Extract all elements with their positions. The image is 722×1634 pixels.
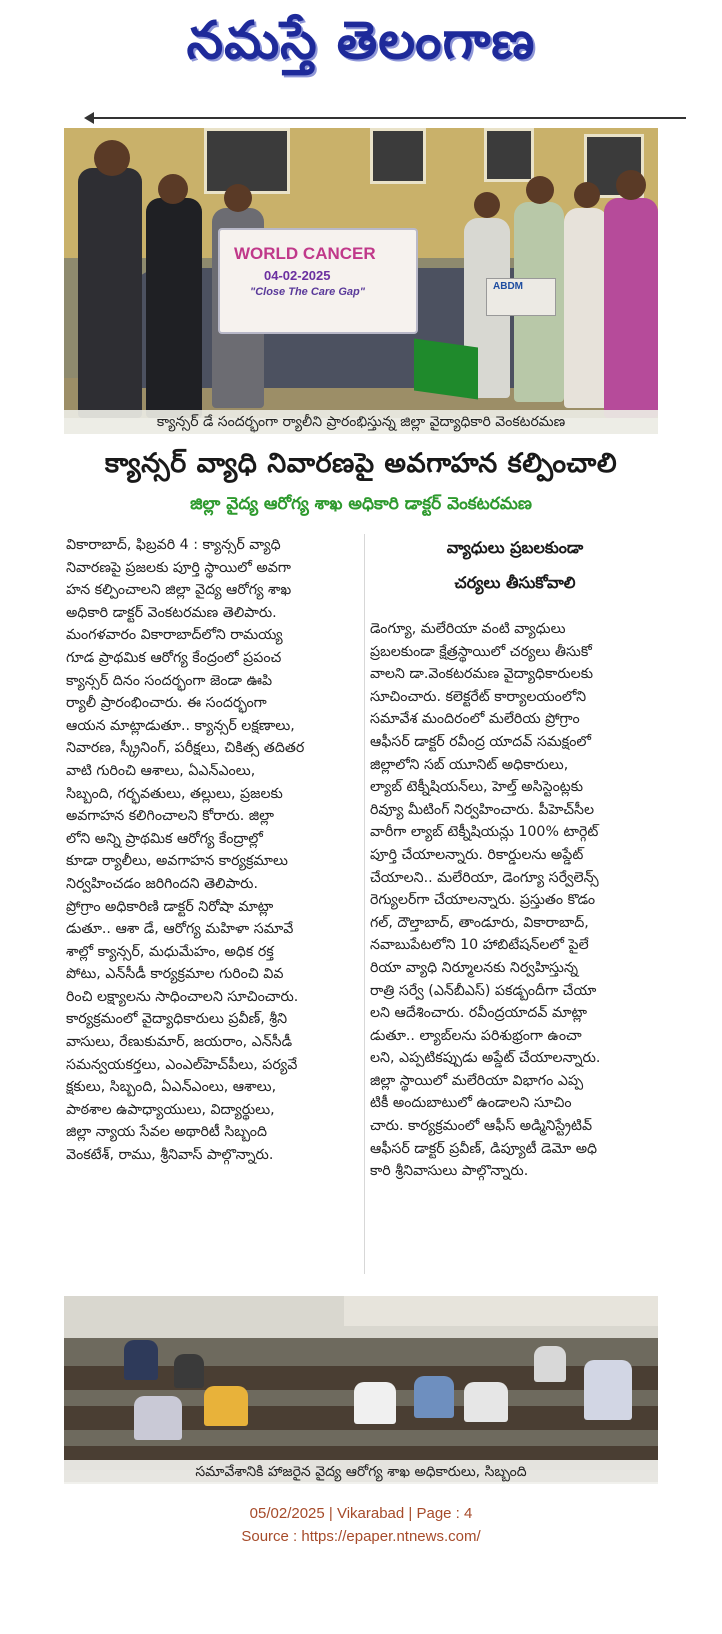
masthead [0,0,722,96]
article-text-line: లని ఆదేశించారు. రవీంద్రయాదవ్ మాట్లా [370,1005,588,1022]
article-text-line: వాసులు, రేణుకుమార్, జయరాం, ఎన్‌సీడీ [66,1034,293,1051]
article-text-line: పోటు, ఎన్‌సీడీ కార్యక్రమాల గురించి వివ [66,966,284,983]
article-text-line: నివారణపై ప్రజలకు పూర్తి స్థాయిలో అవగా [66,559,291,576]
article-text-line: వెంకటేశ్, రాము, శ్రీనివాస్ పాల్గొన్నారు. [66,1147,274,1164]
article-text-line: వికారాబాద్, ఫిబ్రవరి 4 : క్యాన్సర్ వ్యాధి [66,537,281,553]
article-text-line: నవాబుపేటలోని 10 హాబిటేషన్‌లలో పైలే [370,937,589,954]
article-text-line: రించి లక్ష్యాలను సాధించాలని సూచించారు. [66,988,299,1005]
article-text-line: ఆఫీసర్ డాక్టర్ రవీంద్ర యాదవ్ సమక్షంలో [370,733,591,750]
article-text-line: ర్యాలీ ప్రారంభించారు. ఈ సందర్భంగా [66,695,267,712]
article-text-line: శాల్లో క్యాన్సర్, మధుమేహం, అధిక రక్త [66,943,274,960]
article-text-line: హన కల్పించాలని జిల్లా వైద్య ఆరోగ్య శాఖ [66,582,292,599]
article-text-line: మంగళవారం వికారాబాద్‌లోని రామయ్య [66,627,283,644]
article-text-line: డెంగ్యూ, మలేరియా వంటి వ్యాధులు [370,621,566,637]
banner-date: 04-02-2025 [264,268,331,283]
article-text-line: జిల్లా న్యాయ సేవల అథారిటీ సిబ్బంది [66,1124,267,1141]
photo-caption-top: క్యాన్సర్ డే సందర్భంగా ర్యాలీని ప్రారంభిస్తున్న జిల్లా వైద్యాధికారి వెంకటరమణ [64,410,658,434]
article-text-line: గల్, దౌల్తాబాద్, తాండూరు, వికారాబాద్, [370,914,589,931]
article-text-line: చేయాలని.. మలేరియా, డెంగ్యూ సర్వేలెన్స్ [370,869,599,886]
article-text-line: అవగాహన కలిగించాలని కోరారు. జిల్లా [66,808,275,825]
article-text-line: ల్యాబ్ టెక్నీషియన్‌లు, హెల్త్ అసిస్టెంట్లకు [370,779,584,796]
article-headline: క్యాన్సర్ వ్యాధి నివారణపై అవగాహన కల్పించాలి [104,448,618,479]
article-text-line: రాత్రి సర్వే (ఎన్‌బీఎస్) పకడ్బందీగా చేయా [370,982,597,999]
article-text-line: ప్రోగ్రాం అధికారిణి డాక్టర్ నిరోషా మాట్లా [66,898,274,915]
article-text-line: జిల్లాలోని సబ్ యూనిట్ అధికారులు, [370,756,569,773]
article-text-line: రియా వ్యాధి నిర్మూలనకు నిర్వహిస్తున్న [370,959,579,976]
meeting-photo [64,1296,658,1482]
article-text-line: వాలని డా.వెంకటరమణ వైద్యాధికారులకు [370,666,594,683]
article-text-line: కూడా ర్యాలీలు, అవగాహన కార్యక్రమాలు [66,853,288,870]
article-text-line: అధికారి డాక్టర్ వెంకటరమణ తెలిపారు. [66,604,277,621]
article-text-line: జిల్లా స్థాయిలో మలేరియా విభాగం ఎప్ప [370,1072,584,1089]
footer-date-edition: 05/02/2025 | Vikarabad | Page : 4 [249,1505,473,1522]
article-text-line: నిర్వహించడం జరిగిందని తెలిపారు. [66,875,258,892]
newspaper-logo: నమస్తే తెలంగాణ [186,10,536,71]
article-text-line: సిబ్బంది, గర్భవతులు, తల్లులు, ప్రజలకు [66,785,283,802]
sidebar-heading-line1: వ్యాధులు ప్రబలకుండా [446,538,584,557]
article-text-line: కార్యక్రమంలో వైద్యాధికారులు ప్రవీణ్, శ్రీని [66,1011,288,1028]
green-flag [414,339,478,400]
article-text-line: సమావేశ మందిరంలో మలేరియ ప్రోగ్రాం [370,711,580,728]
article-text-line: డుతూ.. ల్యాబ్‌లను పరిశుభ్రంగా ఉంచా [370,1027,582,1044]
banner-title: WORLD CANCER [234,244,376,263]
article-text-line: కారి శ్రీనివాసులు పాల్గొన్నారు. [370,1163,529,1180]
article-text-line: లోని అన్ని ప్రాథమిక ఆరోగ్య కేంద్రాల్లో [66,830,263,847]
article-text-line: డుతూ.. ఆశా డే, ఆరోగ్య మహిళా సమావే [66,921,294,938]
article-text-line: పాఠశాల ఉపాధ్యాయులు, విద్యార్థులు, [66,1101,275,1118]
banner-slogan: "Close The Care Gap" [250,286,365,298]
masthead-rule [84,112,686,124]
article-text-line: పూర్తి చేయాలన్నారు. రికార్డులను అప్డేట్ [370,846,584,863]
divider [92,117,686,119]
rally-banner [218,228,418,334]
article-text-line: క్యాన్సర్ దినం సందర్భంగా జెండా ఊపి [66,672,273,689]
article-text-line: ఆఫీసర్ డాక్టర్ ప్రవీణ్, డిప్యూటీ డెమో అధి [370,1140,598,1157]
article-text-line: టికీ అందుబాటులో ఉండాలని సూచిం [370,1095,572,1112]
article-body-right [370,618,660,1183]
article-text-line: ఆయన మాట్లాడుతూ.. క్యాన్సర్ లక్షణాలు, [66,717,295,734]
article-text-line: క్షకులు, సిబ్బంది, ఏఎన్‌ఎంలు, ఆశాలు, [66,1079,277,1096]
article-text-line: రెగ్యులర్‌గా చేయాలన్నారు. ప్రస్తుతం కొడం [370,892,596,909]
article-text-line: వాటి గురించి ఆశాలు, ఏఎన్‌ఎంలు, [66,762,256,779]
article-text-line: సమన్వయకర్తలు, ఎంఎల్‌హెచ్‌పీలు, పర్యవే [66,1056,298,1073]
photo-caption-bottom: సమావేశానికి హాజరైన వైద్య ఆరోగ్య శాఖ అధికారులు, సిబ్బంది [64,1460,658,1484]
article-text-line: సూచించారు. కలెక్టరేట్ కార్యాలయంలోని [370,688,587,705]
article-text-line: చారు. కార్యక్రమంలో ఆఫీస్ అడ్మినిస్ట్రేటివ్ [370,1118,593,1135]
sidebar-heading-line2: చర్యలు తీసుకోవాలి [454,573,576,592]
footer-source: Source : https://epaper.ntnews.com/ [241,1528,481,1545]
column-divider [364,534,365,1274]
abdm-sign: ABDM [486,278,556,316]
article-text-line: రివ్యూ మీటింగ్ నిర్వహించారు. పీహెచ్‌సీల [370,801,595,818]
article-text-line: గూడ ప్రాథమిక ఆరోగ్య కేంద్రంలో ప్రపంచ [66,649,282,666]
article-text-line: ప్రబలకుండా క్షేత్రస్థాయిలో చర్యలు తీసుకో [370,643,592,660]
article-text-line: నివారణ, స్క్రీనింగ్, పరీక్షలు, చికిత్స తదితర [66,740,305,757]
article-body-left [66,534,358,1167]
article-text-line: లని, ఎప్పటికప్పుడు అప్డేట్ చేయాలన్నారు. [370,1050,601,1067]
article-text-line: వారీగా ల్యాబ్ టెక్నీషియన్లు 100% టార్గెట్ [370,824,599,841]
article-subheadline: జిల్లా వైద్య ఆరోగ్య శాఖ అధికారి డాక్టర్ వెంకటరమణ [190,494,532,514]
